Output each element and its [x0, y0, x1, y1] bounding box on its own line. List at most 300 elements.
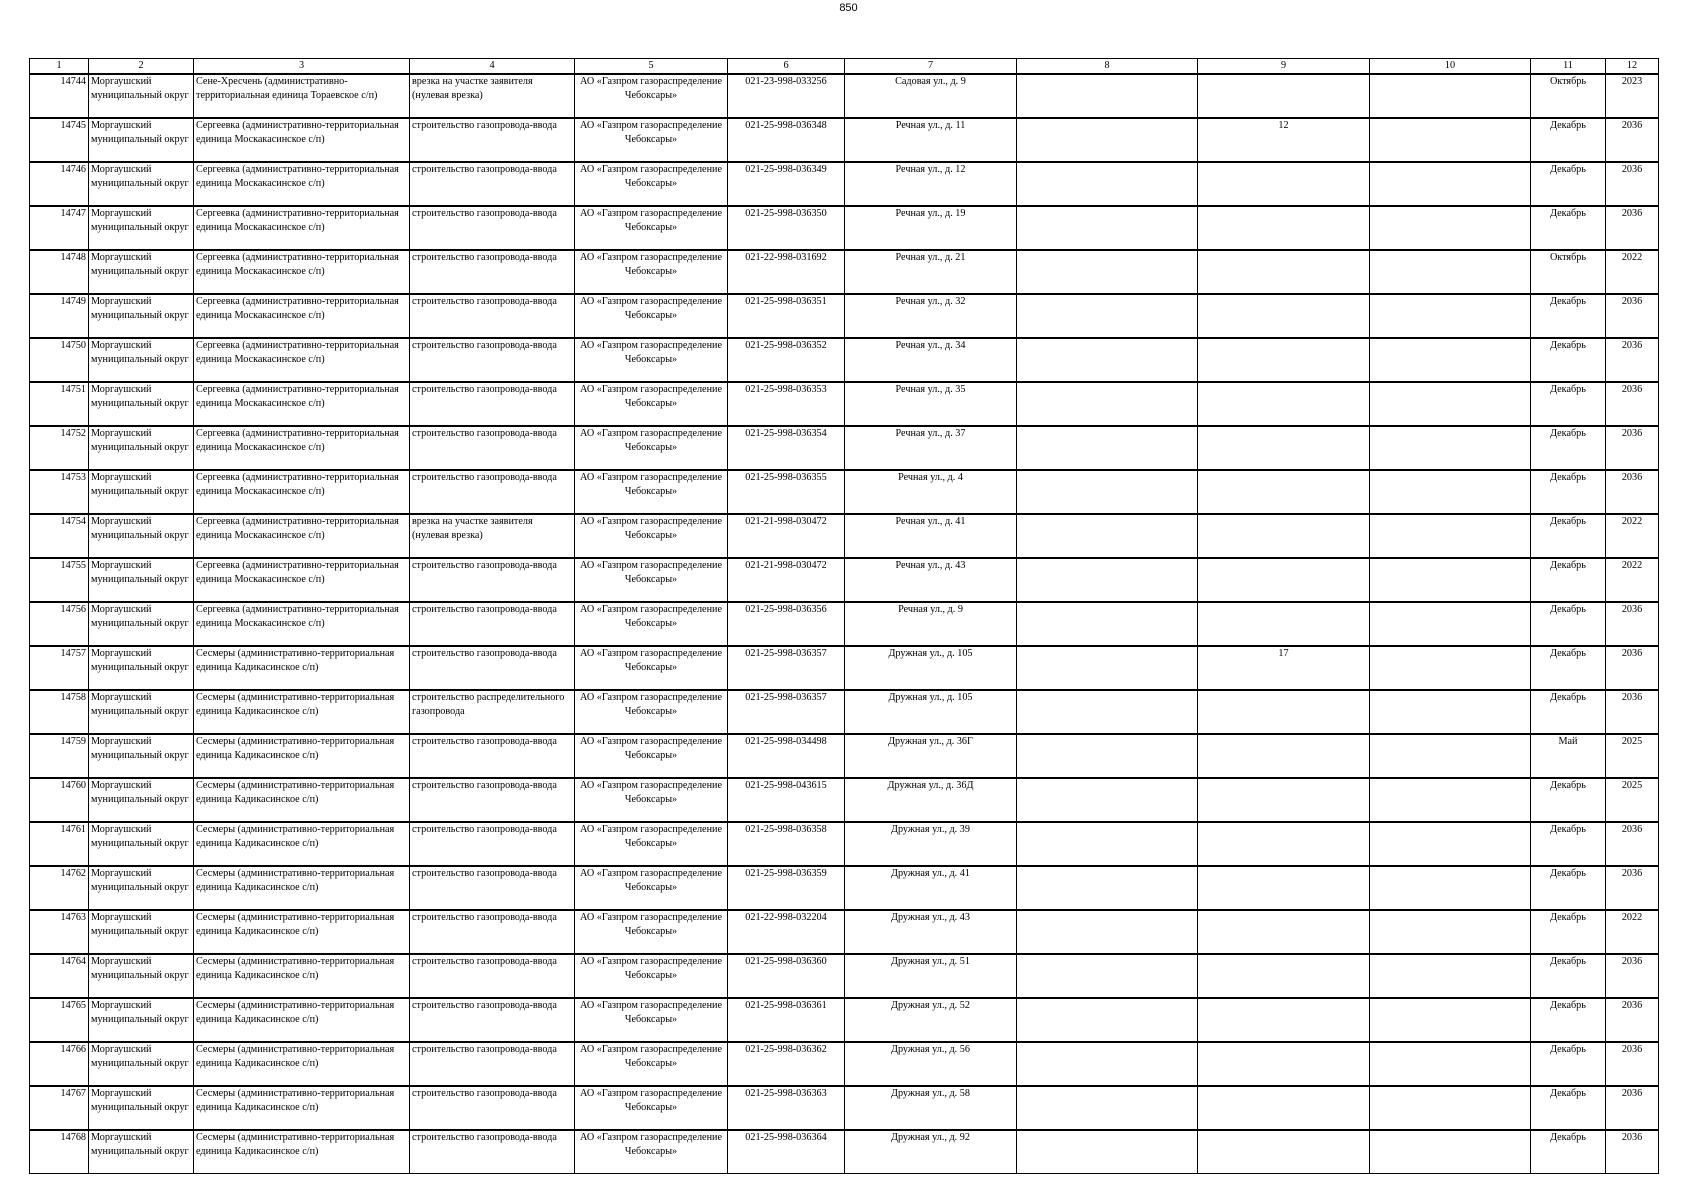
work-type-cell: [410, 646, 575, 690]
row-number-cell: [30, 382, 89, 426]
month-cell-text: Декабрь: [1550, 340, 1586, 351]
work-type-cell: [410, 470, 575, 514]
locality-cell-text: Сергеевка (административно-территориальная единица Москакасинское с/п): [196, 604, 399, 629]
application-code-cell: [728, 514, 845, 558]
column-10-cell-text: [1372, 1131, 1528, 1173]
column-8-cell: [1017, 558, 1198, 602]
column-10-cell: [1370, 382, 1531, 426]
application-code-cell: [728, 998, 845, 1042]
year-cell-text: 2036: [1621, 472, 1643, 483]
row-number-cell: [30, 1130, 89, 1174]
district-cell-text: Моргаушский муниципальный округ: [91, 472, 189, 497]
row-number-cell-text: 14758: [60, 692, 86, 703]
month-cell: [1531, 338, 1606, 382]
application-code-cell-text: 021-25-998-036359: [745, 868, 827, 879]
month-cell: [1531, 514, 1606, 558]
column-9-cell: [1198, 734, 1370, 778]
column-8-cell-text: [1019, 999, 1195, 1041]
column-9-cell-text: [1200, 1131, 1367, 1173]
month-cell: [1531, 998, 1606, 1042]
application-code-cell-text: 021-25-998-036355: [745, 472, 827, 483]
year-cell: [1606, 558, 1659, 602]
table-row: [30, 690, 1659, 734]
column-9-cell: [1198, 1130, 1370, 1174]
row-number-cell-text: 14753: [60, 472, 86, 483]
column-header: 1: [30, 59, 89, 75]
table-row: [30, 602, 1659, 646]
column-10-cell: [1370, 690, 1531, 734]
locality-cell-text: Сесмеры (административно-территориальная единица Кадикасинское с/п): [196, 1132, 395, 1157]
column-10-cell: [1370, 514, 1531, 558]
column-10-cell-text: [1372, 911, 1528, 953]
table-row: [30, 646, 1659, 690]
row-number-cell-text: 14764: [60, 956, 86, 967]
column-9-cell-text: [1200, 603, 1367, 645]
district-cell-text: Моргаушский муниципальный округ: [91, 912, 189, 937]
month-cell-text: Декабрь: [1550, 1088, 1586, 1099]
application-code-cell-text: 021-25-998-036354: [745, 428, 827, 439]
column-9-cell: [1198, 602, 1370, 646]
month-cell: [1531, 74, 1606, 118]
address-cell-text: Дружная ул., д. 39: [891, 824, 970, 835]
address-cell-text: Речная ул., д. 21: [895, 252, 966, 263]
table-row: [30, 338, 1659, 382]
year-cell: [1606, 602, 1659, 646]
column-10-cell-text: [1372, 559, 1528, 601]
district-cell: [89, 294, 194, 338]
organization-cell-text: АО «Газпром газораспределение Чебоксары»: [579, 1132, 723, 1157]
row-number-cell: [30, 74, 89, 118]
work-type-cell: [410, 1042, 575, 1086]
locality-cell-text: Сесмеры (административно-территориальная единица Кадикасинское с/п): [196, 956, 395, 981]
district-cell-text: Моргаушский муниципальный округ: [91, 1000, 189, 1025]
application-code-cell: [728, 162, 845, 206]
locality-cell-text: Сергеевка (административно-территориальная единица Москакасинское с/п): [196, 120, 399, 145]
work-type-cell-text: строительство газопровода-ввода: [412, 912, 557, 923]
table-row: [30, 382, 1659, 426]
address-cell: [845, 118, 1017, 162]
column-9-cell: [1198, 558, 1370, 602]
district-cell: [89, 866, 194, 910]
organization-cell-text: АО «Газпром газораспределение Чебоксары»: [579, 956, 723, 981]
organization-cell-text: АО «Газпром газораспределение Чебоксары»: [579, 824, 723, 849]
district-cell-text: Моргаушский муниципальный округ: [91, 252, 189, 277]
row-number-cell: [30, 866, 89, 910]
column-header: 9: [1198, 59, 1370, 75]
row-number-cell: [30, 470, 89, 514]
year-cell: [1606, 294, 1659, 338]
column-9-cell-text: [1200, 339, 1367, 381]
work-type-cell: [410, 690, 575, 734]
column-9-cell-text: [1200, 867, 1367, 909]
table-row: [30, 910, 1659, 954]
address-cell: [845, 734, 1017, 778]
application-code-cell-text: 021-21-998-030472: [745, 560, 827, 571]
row-number-cell-text: 14749: [60, 296, 86, 307]
application-code-cell-text: 021-25-998-036352: [745, 340, 827, 351]
address-cell-text: Речная ул., д. 9: [898, 604, 963, 615]
year-cell: [1606, 338, 1659, 382]
address-cell: [845, 162, 1017, 206]
row-number-cell: [30, 690, 89, 734]
column-8-cell-text: [1019, 207, 1195, 249]
organization-cell: [575, 382, 728, 426]
application-code-cell: [728, 74, 845, 118]
district-cell: [89, 426, 194, 470]
column-9-cell-text: [1200, 207, 1367, 249]
year-cell: [1606, 998, 1659, 1042]
district-cell-text: Моргаушский муниципальный округ: [91, 516, 189, 541]
address-cell: [845, 822, 1017, 866]
column-header: 2: [89, 59, 194, 75]
work-type-cell: [410, 954, 575, 998]
month-cell-text: Декабрь: [1550, 956, 1586, 967]
column-header: 12: [1606, 59, 1659, 75]
column-8-cell: [1017, 118, 1198, 162]
locality-cell-text: Сергеевка (административно-территориальная единица Москакасинское с/п): [196, 516, 399, 541]
work-type-cell: [410, 1086, 575, 1130]
work-type-cell-text: строительство газопровода-ввода: [412, 956, 557, 967]
row-number-cell-text: 14754: [60, 516, 86, 527]
column-10-cell-text: [1372, 383, 1528, 425]
organization-cell: [575, 1042, 728, 1086]
column-8-cell-text: [1019, 515, 1195, 557]
column-8-cell: [1017, 954, 1198, 998]
year-cell: [1606, 734, 1659, 778]
year-cell: [1606, 382, 1659, 426]
column-8-cell: [1017, 514, 1198, 558]
year-cell: [1606, 866, 1659, 910]
row-number-cell: [30, 118, 89, 162]
work-type-cell: [410, 602, 575, 646]
locality-cell: [194, 74, 410, 118]
work-type-cell-text: строительство газопровода-ввода: [412, 164, 557, 175]
work-type-cell: [410, 734, 575, 778]
district-cell: [89, 74, 194, 118]
column-10-cell: [1370, 822, 1531, 866]
column-8-cell: [1017, 162, 1198, 206]
month-cell: [1531, 382, 1606, 426]
column-10-cell: [1370, 646, 1531, 690]
work-type-cell: [410, 382, 575, 426]
organization-cell-text: АО «Газпром газораспределение Чебоксары»: [579, 296, 723, 321]
row-number-cell: [30, 646, 89, 690]
year-cell: [1606, 646, 1659, 690]
column-10-cell-text: [1372, 515, 1528, 557]
column-10-cell-text: [1372, 1087, 1528, 1129]
table-row: [30, 822, 1659, 866]
column-8-cell-text: [1019, 1043, 1195, 1085]
work-type-cell: [410, 822, 575, 866]
column-10-cell-text: [1372, 75, 1528, 117]
row-number-cell-text: 14756: [60, 604, 86, 615]
row-number-cell-text: 14759: [60, 736, 86, 747]
address-cell-text: Дружная ул., д. 41: [891, 868, 970, 879]
address-cell-text: Речная ул., д. 35: [895, 384, 966, 395]
work-type-cell: [410, 118, 575, 162]
column-9-cell-text: 12: [1278, 120, 1289, 131]
column-8-cell: [1017, 294, 1198, 338]
column-10-cell-text: [1372, 207, 1528, 249]
table-row: [30, 514, 1659, 558]
column-8-cell-text: [1019, 735, 1195, 777]
column-8-cell-text: [1019, 163, 1195, 205]
district-cell: [89, 338, 194, 382]
application-code-cell-text: 021-25-998-036360: [745, 956, 827, 967]
row-number-cell-text: 14761: [60, 824, 86, 835]
application-code-cell: [728, 426, 845, 470]
locality-cell-text: Сергеевка (административно-территориальная единица Москакасинское с/п): [196, 208, 399, 233]
row-number-cell: [30, 514, 89, 558]
organization-cell: [575, 118, 728, 162]
work-type-cell: [410, 558, 575, 602]
row-number-cell: [30, 206, 89, 250]
organization-cell: [575, 822, 728, 866]
row-number-cell: [30, 1042, 89, 1086]
month-cell: [1531, 470, 1606, 514]
column-10-cell-text: [1372, 427, 1528, 469]
column-9-cell: [1198, 954, 1370, 998]
column-9-cell-text: [1200, 911, 1367, 953]
month-cell: [1531, 118, 1606, 162]
organization-cell-text: АО «Газпром газораспределение Чебоксары»: [579, 1088, 723, 1113]
column-header: 4: [410, 59, 575, 75]
column-9-cell-text: [1200, 823, 1367, 865]
column-8-cell: [1017, 778, 1198, 822]
month-cell: [1531, 910, 1606, 954]
district-cell-text: Моргаушский муниципальный округ: [91, 560, 189, 585]
column-9-cell-text: [1200, 471, 1367, 513]
locality-cell: [194, 1130, 410, 1174]
row-number-cell-text: 14766: [60, 1044, 86, 1055]
district-cell-text: Моргаушский муниципальный округ: [91, 384, 189, 409]
application-code-cell-text: 021-25-998-036364: [745, 1132, 827, 1143]
address-cell-text: Речная ул., д. 37: [895, 428, 966, 439]
row-number-cell-text: 14748: [60, 252, 86, 263]
year-cell: [1606, 426, 1659, 470]
column-10-cell-text: [1372, 471, 1528, 513]
year-cell-text: 2036: [1621, 604, 1643, 615]
column-10-cell-text: [1372, 955, 1528, 997]
year-cell: [1606, 1042, 1659, 1086]
district-cell-text: Моргаушский муниципальный округ: [91, 1044, 189, 1069]
column-8-cell-text: [1019, 427, 1195, 469]
application-code-cell: [728, 822, 845, 866]
locality-cell-text: Сергеевка (административно-территориальная единица Москакасинское с/п): [196, 560, 399, 585]
column-10-cell: [1370, 294, 1531, 338]
table-row: [30, 1086, 1659, 1130]
row-number-cell-text: 14751: [60, 384, 86, 395]
month-cell-text: Декабрь: [1550, 692, 1586, 703]
locality-cell-text: Сесмеры (административно-территориальная единица Кадикасинское с/п): [196, 1044, 395, 1069]
year-cell-text: 2036: [1621, 1088, 1643, 1099]
work-type-cell-text: строительство газопровода-ввода: [412, 560, 557, 571]
column-10-cell-text: [1372, 691, 1528, 733]
month-cell: [1531, 690, 1606, 734]
column-10-cell-text: [1372, 295, 1528, 337]
table-row: [30, 558, 1659, 602]
organization-cell-text: АО «Газпром газораспределение Чебоксары»: [579, 76, 723, 101]
table-row: [30, 206, 1659, 250]
locality-cell: [194, 118, 410, 162]
column-10-cell: [1370, 1130, 1531, 1174]
locality-cell: [194, 866, 410, 910]
column-10-cell-text: [1372, 163, 1528, 205]
address-cell-text: Дружная ул., д. 105: [888, 692, 973, 703]
work-type-cell-text: строительство газопровода-ввода: [412, 648, 557, 659]
month-cell-text: Декабрь: [1550, 1132, 1586, 1143]
address-cell-text: Дружная ул., д. 36Д: [887, 780, 974, 791]
column-10-cell: [1370, 338, 1531, 382]
application-code-cell: [728, 646, 845, 690]
column-9-cell-text: [1200, 163, 1367, 205]
row-number-cell: [30, 910, 89, 954]
address-cell-text: Дружная ул., д. 58: [891, 1088, 970, 1099]
column-header: 7: [845, 59, 1017, 75]
column-8-cell: [1017, 822, 1198, 866]
address-cell: [845, 294, 1017, 338]
address-cell-text: Дружная ул., д. 56: [891, 1044, 970, 1055]
column-9-cell-text: [1200, 515, 1367, 557]
locality-cell: [194, 470, 410, 514]
address-cell-text: Дружная ул., д. 36Г: [888, 736, 973, 747]
year-cell-text: 2022: [1621, 516, 1643, 527]
table-row: [30, 426, 1659, 470]
organization-cell: [575, 338, 728, 382]
row-number-cell: [30, 954, 89, 998]
district-cell: [89, 690, 194, 734]
locality-cell-text: Сесмеры (административно-территориальная единица Кадикасинское с/п): [196, 648, 395, 673]
district-cell: [89, 998, 194, 1042]
column-10-cell-text: [1372, 735, 1528, 777]
year-cell-text: 2022: [1621, 252, 1643, 263]
month-cell-text: Декабрь: [1550, 868, 1586, 879]
district-cell: [89, 822, 194, 866]
application-code-cell-text: 021-25-998-036358: [745, 824, 827, 835]
column-8-cell: [1017, 250, 1198, 294]
year-cell: [1606, 690, 1659, 734]
address-cell: [845, 382, 1017, 426]
year-cell-text: 2036: [1621, 824, 1643, 835]
row-number-cell-text: 14750: [60, 340, 86, 351]
year-cell: [1606, 822, 1659, 866]
column-10-cell: [1370, 602, 1531, 646]
year-cell: [1606, 514, 1659, 558]
row-number-cell: [30, 426, 89, 470]
year-cell-text: 2025: [1621, 736, 1643, 747]
column-8-cell: [1017, 734, 1198, 778]
year-cell: [1606, 910, 1659, 954]
column-8-cell-text: [1019, 779, 1195, 821]
column-8-cell: [1017, 602, 1198, 646]
work-type-cell: [410, 206, 575, 250]
table-row: [30, 778, 1659, 822]
organization-cell-text: АО «Газпром газораспределение Чебоксары»: [579, 164, 723, 189]
month-cell-text: Декабрь: [1550, 648, 1586, 659]
column-8-cell-text: [1019, 471, 1195, 513]
work-type-cell-text: строительство газопровода-ввода: [412, 472, 557, 483]
year-cell-text: 2036: [1621, 120, 1643, 131]
column-8-cell-text: [1019, 867, 1195, 909]
locality-cell: [194, 162, 410, 206]
row-number-cell-text: 14745: [60, 120, 86, 131]
column-header: 11: [1531, 59, 1606, 75]
column-10-cell: [1370, 558, 1531, 602]
address-cell-text: Речная ул., д. 41: [895, 516, 966, 527]
month-cell-text: Декабрь: [1550, 1044, 1586, 1055]
column-9-cell: [1198, 382, 1370, 426]
address-cell-text: Речная ул., д. 32: [895, 296, 966, 307]
row-number-cell-text: 14765: [60, 1000, 86, 1011]
year-cell-text: 2022: [1621, 912, 1643, 923]
column-8-cell-text: [1019, 823, 1195, 865]
address-cell: [845, 1042, 1017, 1086]
district-cell-text: Моргаушский муниципальный округ: [91, 1132, 189, 1157]
column-10-cell: [1370, 734, 1531, 778]
year-cell-text: 2036: [1621, 1044, 1643, 1055]
column-9-cell-text: [1200, 295, 1367, 337]
district-cell: [89, 514, 194, 558]
month-cell-text: Декабрь: [1550, 560, 1586, 571]
organization-cell: [575, 470, 728, 514]
column-10-cell: [1370, 1086, 1531, 1130]
locality-cell: [194, 646, 410, 690]
column-10-cell: [1370, 250, 1531, 294]
row-number-cell-text: 14755: [60, 560, 86, 571]
locality-cell-text: Сесмеры (административно-территориальная единица Кадикасинское с/п): [196, 1000, 395, 1025]
column-9-cell-text: [1200, 735, 1367, 777]
district-cell-text: Моргаушский муниципальный округ: [91, 648, 189, 673]
column-10-cell-text: [1372, 339, 1528, 381]
month-cell-text: Декабрь: [1550, 384, 1586, 395]
locality-cell: [194, 382, 410, 426]
application-code-cell: [728, 1130, 845, 1174]
column-9-cell: [1198, 866, 1370, 910]
column-9-cell: [1198, 426, 1370, 470]
year-cell: [1606, 470, 1659, 514]
locality-cell: [194, 602, 410, 646]
year-cell-text: 2036: [1621, 428, 1643, 439]
locality-cell-text: Сергеевка (административно-территориальная единица Москакасинское с/п): [196, 164, 399, 189]
month-cell-text: Декабрь: [1550, 472, 1586, 483]
column-header: 3: [194, 59, 410, 75]
district-cell: [89, 558, 194, 602]
locality-cell: [194, 514, 410, 558]
column-9-cell-text: [1200, 779, 1367, 821]
month-cell: [1531, 734, 1606, 778]
address-cell: [845, 514, 1017, 558]
column-9-cell: [1198, 1042, 1370, 1086]
work-type-cell: [410, 998, 575, 1042]
year-cell: [1606, 250, 1659, 294]
organization-cell: [575, 998, 728, 1042]
column-9-cell-text: [1200, 691, 1367, 733]
month-cell: [1531, 294, 1606, 338]
organization-cell-text: АО «Газпром газораспределение Чебоксары»: [579, 384, 723, 409]
year-cell: [1606, 162, 1659, 206]
organization-cell: [575, 866, 728, 910]
address-cell-text: Речная ул., д. 4: [898, 472, 963, 483]
organization-cell: [575, 1086, 728, 1130]
address-cell-text: Речная ул., д. 12: [895, 164, 966, 175]
row-number-cell-text: 14768: [60, 1132, 86, 1143]
table-row: [30, 998, 1659, 1042]
column-8-cell-text: [1019, 559, 1195, 601]
district-cell-text: Моргаушский муниципальный округ: [91, 164, 189, 189]
column-9-cell: [1198, 998, 1370, 1042]
organization-cell: [575, 954, 728, 998]
application-code-cell-text: 021-25-998-036351: [745, 296, 827, 307]
